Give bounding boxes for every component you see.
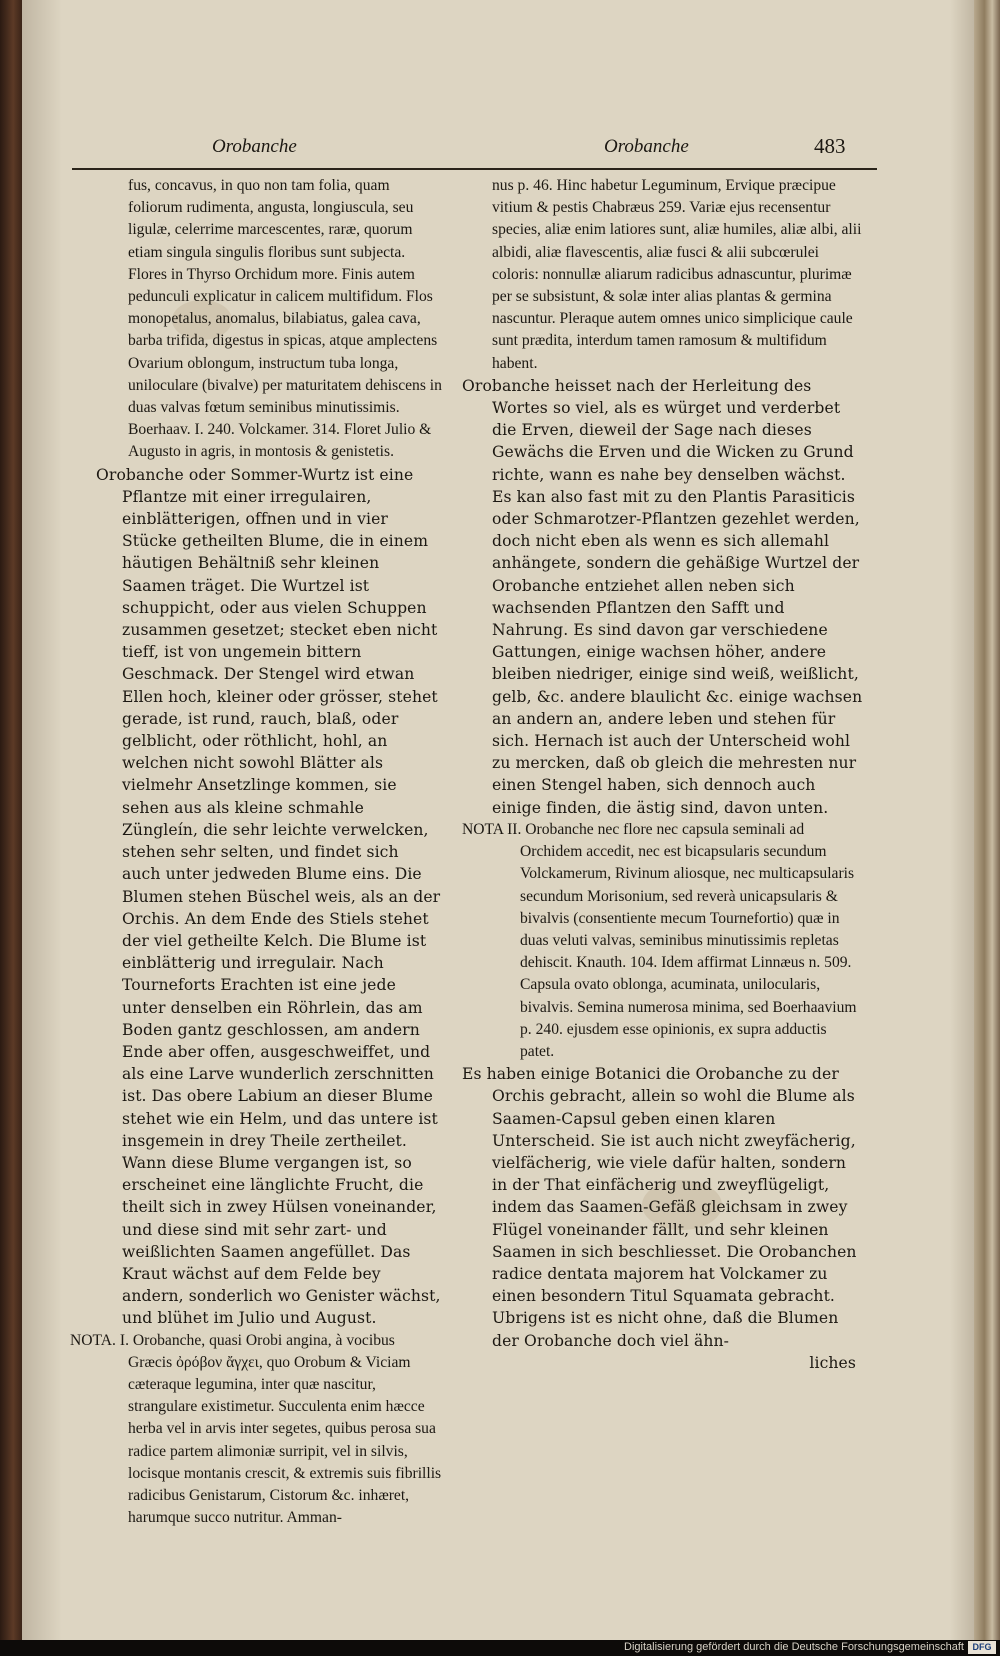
footer-credit: Digitalisierung gefördert durch die Deutsche Forschungsgemeinschaft <box>624 1641 964 1653</box>
right-german-paragraph: Orobanche heisset nach der Herleitung des Wortes so viel, als es würget und verderbet die Erven, dieweil der Sage nach dieses Gewächs die Erven und die Wicken zu Grund richte, wann es nahe bey denselben wächst. Es kan also fast mit zu den Plantis Parasiticis oder Schmarotzer-Pflantzen gezehlet werden, doch nicht eben als wenn es sich allemahl anhängete, sondern die gehäßige Wurtzel der Orobanche entziehet allen neben sich wachsenden Pflantzen den Safft und Nahrung. Es sind davon gar verschiedene Gattungen, einige wachsen höher, andere bleiben niedriger, einige sind weiß, weißlicht, gelb, &c. andere blaulicht &c. einige wachsen an andern an, andere leben und stehen für sich. Hernach ist auch der Unterscheid wohl zu mercken, daß ob gleich die mehresten nur einen Stengel haben, sich dennoch auch einige finden, die ästig sind, davon unten. <box>462 376 863 817</box>
catchword: liches <box>809 1353 856 1372</box>
running-head-left: Orobanche <box>212 136 297 157</box>
left-nota-paragraph <box>70 1330 442 1530</box>
header-rule <box>72 168 877 170</box>
nota-text: II. Orobanche nec flore nec capsula seminali ad Orchidem accedit, nec est bicapsularis secundum Volckamerum, Rivinum aliosque, nec multicapsularis secundum Morisonium, sed reverà unicapsularis & bivalvis (consentiente mecum Tournefortio) quæ in duas veluti valvas, seminibus minutissimis repletas dehiscit. Knauth. 104. Idem affirmat Linnæus n. 509. Capsula ovato oblonga, acuminata, unilocularis, bivalvis. Semina numerosa minima, sed Boerhaavium p. 240. ejusdem esse opinionis, ex supra adductis patet. <box>507 820 857 1060</box>
footer-bar <box>0 1640 1000 1656</box>
book-page <box>22 0 980 1640</box>
page-number: 483 <box>814 134 846 158</box>
dfg-logo: DFG <box>968 1641 996 1654</box>
book-spine-edge <box>0 0 22 1656</box>
running-head-right: Orobanche <box>604 136 689 157</box>
left-latin-paragraph: fus, concavus, in quo non tam folia, quam foliorum rudimenta, angusta, longiuscula, seu ligulæ, celerrime marcescentes, raræ, quorum etiam singula singulis floribus sunt subjecta. Flores in Thyrso Orchidum more. Finis autem pedunculi explicatur in calicem multifidum. Flos monopetalus, anomalus, bilabiatus, galea cava, barba trifida, digestus in spicas, atque amplectens Ovarium oblongum, instructum tuba longa, uniloculare (bivalve) per maturitatem dehiscens in duas valvas fœtum seminibus minutissimis. Boerhaav. I. 240. Volckamer. 314. Floret Julio & Augusto in agris, in montosis & genistetis. <box>128 177 442 461</box>
right-german-paragraph-2: Es haben einige Botanici die Orobanche zu der Orchis gebracht, allein so wohl die Blume als Saamen-Capsul geben einen klaren Unterscheid. Sie ist auch nicht zweyfächerig, vielfächerig, wie viele dafür halten, sondern in der That einfächerig und zweyflügeligt, indem das Saamen-Gefäß gleichsam in zwey Flügel voneinander fällt, und sehr kleinen Saamen in sich beschliesset. Die Orobanchen radice dentata majorem hat Volckamer zu einen besondern Titul Squamata gebracht. Ubrigens ist es nicht ohne, daß die Blumen der Orobanche doch viel ähn- <box>462 1065 857 1350</box>
right-column <box>462 175 864 1374</box>
page-stack-edge <box>974 0 1000 1656</box>
running-head <box>22 132 980 162</box>
left-german-paragraph: Orobanche oder Sommer-Wurtz ist eine Pflantze mit einer irregulairen, einblätterigen, offnen und in vier Stücke getheilten Blume, die in einem häutigen Behältniß sehr kleinen Saamen träget. Die Wurtzel ist schuppicht, oder aus vielen Schuppen zusammen gesetzet; stecket eben nicht tieff, ist von ungemein bittern Geschmack. Der Stengel wird etwan Ellen hoch, kleiner oder grösser, stehet gerade, ist rund, rauch, blaß, oder gelblicht, oder röthlicht, hohl, an welchen nicht sowohl Blätter als vielmehr Ansetzlinge kommen, sie sehen aus als kleine schmahle Züngleín, die sehr leichte verwelcken, stehen sehr selten, und findet sich auch unter jedweden Blume eins. Die Blumen stehen Büschel weis, als an der Orchis. An dem Ende des Stiels stehet der viel getheilte Kelch. Die Blume ist einblätterig und irregulair. Nach Tourneforts Erachten ist eine jede unter denselben ein Röhrlein, das am Boden gantz geschlossen, am andern Ende aber offen, ausgeschweiffet, und als eine Larve wunderlich zerschnitten ist. Das obere Labium an dieser Blume stehet wie ein Helm, und das untere ist insgemein in drey Theile zertheilet. Wann diese Blume vergangen ist, so erscheinet eine länglichte Frucht, die theilt sich in zwey Hülsen voneinander, und diese sind mit sehr zart- und weißlichten Saamen angefüllet. Das Kraut wächst auf dem Felde bey andern, sonderlich wo Genister wächst, und blühet im Julio und August. <box>96 465 441 1328</box>
right-latin-paragraph: nus p. 46. Hinc habetur Leguminum, Ervique præcipue vitium & pestis Chabræus 259. Variæ ejus recensentur species, aliæ enim latiores sunt, aliæ humiles, aliæ albi, alii albidi, aliæ flavescentis, aliæ fusci & alii subcœrulei coloris: nonnullæ aliarum radicibus adnascuntur, plurimæ per se subsistunt, & solæ inter alias plantas & germina nascuntur. Pleraque autem omnes unico simplicique caule sunt prædita, interdum tamen ramosum & multifidum habent. <box>492 177 862 372</box>
nota-text: I. Orobanche, quasi Orobi angina, à vocibus Græcis ὀρόβον ἄγχει, quo Orobum & Viciam cæteraque legumina, inter quæ nascitur, strangulare existimetur. Succulenta enim hæcce herba vel in arvis inter segetes, quibus perosa sua radice partem alimoniæ surripit, vel in silvis, locisque montanis crescit, & extremis suis fibrillis radicibus Genistarum, Cistorum &c. inhæret, harumque succo nutritur. Amman- <box>119 1331 442 1527</box>
nota-label: NOTA <box>462 820 504 838</box>
nota-label: NOTA. <box>70 1331 116 1349</box>
right-nota-paragraph <box>462 819 864 1063</box>
left-column <box>70 175 442 1529</box>
